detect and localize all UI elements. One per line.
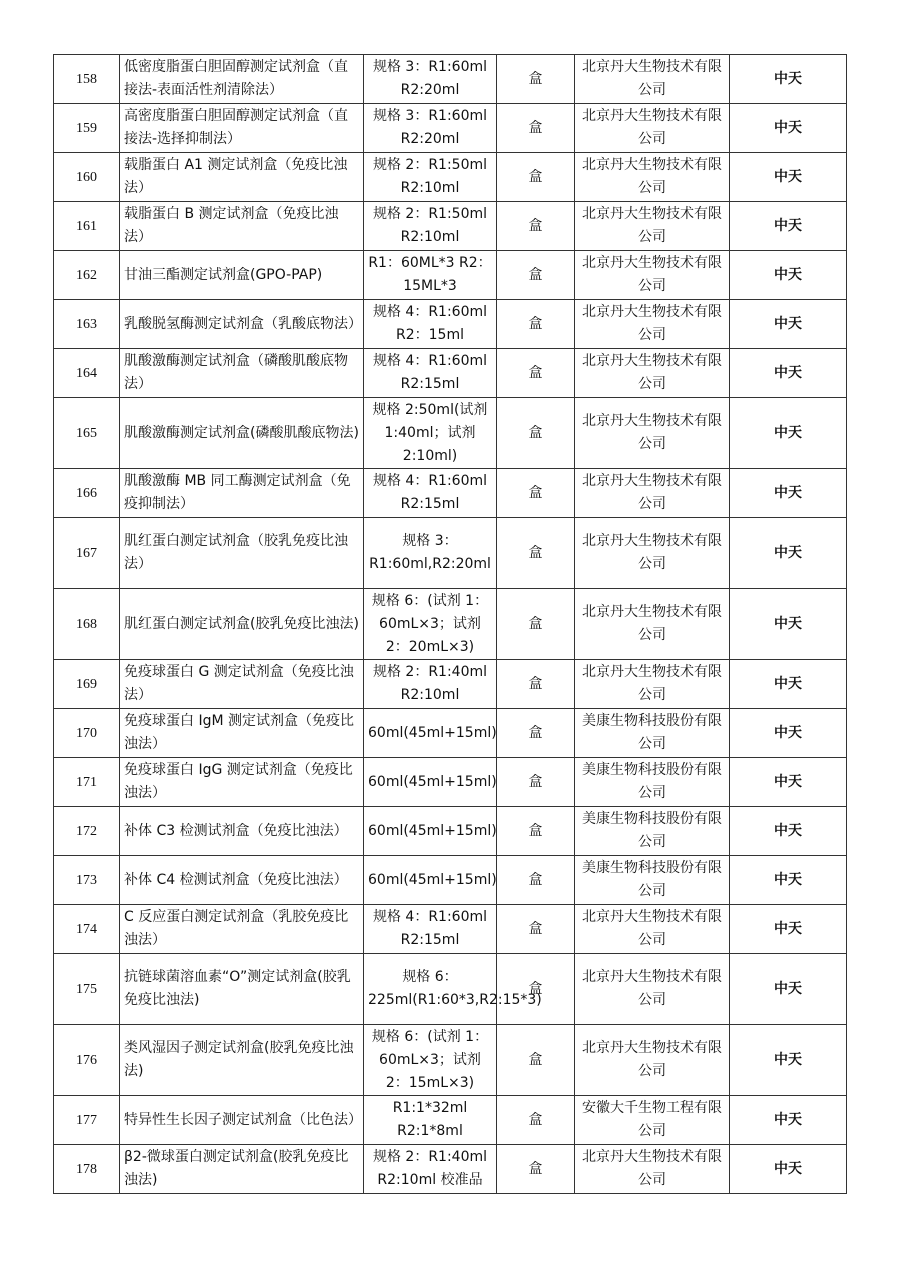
- product-unit-cell: 盒: [497, 202, 575, 251]
- product-name-cell: 免疫球蛋白 G 测定试剂盒（免疫比浊法）: [120, 660, 364, 709]
- product-name-cell: 乳酸脱氢酶测定试剂盒（乳酸底物法）: [120, 300, 364, 349]
- product-spec-cell: R1:1*32ml R2:1*8ml: [364, 1096, 497, 1145]
- distributor-cell: 中天: [730, 954, 847, 1025]
- product-unit-cell: 盒: [497, 55, 575, 104]
- row-number-cell: 167: [54, 518, 120, 589]
- manufacturer-cell: 北京丹大生物技术有限公司: [575, 905, 730, 954]
- product-unit-cell: 盒: [497, 251, 575, 300]
- product-name-cell: 类风湿因子测定试剂盒(胶乳免疫比浊法): [120, 1025, 364, 1096]
- manufacturer-cell: 北京丹大生物技术有限公司: [575, 55, 730, 104]
- product-spec-cell: 规格 6：(试剂 1：60mL×3；试剂 2：20mL×3): [364, 589, 497, 660]
- product-name-cell: 载脂蛋白 B 测定试剂盒（免疫比浊法）: [120, 202, 364, 251]
- manufacturer-cell: 美康生物科技股份有限公司: [575, 709, 730, 758]
- distributor-cell: 中天: [730, 905, 847, 954]
- product-spec-cell: 规格 2:50ml(试剂1:40ml；试剂2:10ml): [364, 398, 497, 469]
- table-row: [54, 1096, 847, 1145]
- table-row: [54, 469, 847, 518]
- distributor-cell: 中天: [730, 660, 847, 709]
- row-number-cell: 162: [54, 251, 120, 300]
- manufacturer-cell: 美康生物科技股份有限公司: [575, 807, 730, 856]
- table-body: [54, 55, 847, 1194]
- manufacturer-cell: 北京丹大生物技术有限公司: [575, 469, 730, 518]
- manufacturer-cell: 北京丹大生物技术有限公司: [575, 153, 730, 202]
- product-name-cell: 肌酸激酶 MB 同工酶测定试剂盒（免疫抑制法）: [120, 469, 364, 518]
- table-row: [54, 251, 847, 300]
- distributor-cell: 中天: [730, 1145, 847, 1194]
- manufacturer-cell: 北京丹大生物技术有限公司: [575, 398, 730, 469]
- row-number-cell: 174: [54, 905, 120, 954]
- table-row: [54, 905, 847, 954]
- product-spec-cell: 规格 4：R1:60ml R2:15ml: [364, 469, 497, 518]
- distributor-cell: 中天: [730, 55, 847, 104]
- product-unit-cell: 盒: [497, 660, 575, 709]
- product-unit-cell: 盒: [497, 518, 575, 589]
- product-spec-cell: 60ml(45ml+15ml): [364, 807, 497, 856]
- product-spec-cell: 60ml(45ml+15ml): [364, 856, 497, 905]
- distributor-cell: 中天: [730, 398, 847, 469]
- product-unit-cell: 盒: [497, 1096, 575, 1145]
- table-row: [54, 1145, 847, 1194]
- product-unit-cell: 盒: [497, 349, 575, 398]
- product-unit-cell: 盒: [497, 758, 575, 807]
- manufacturer-cell: 安徽大千生物工程有限公司: [575, 1096, 730, 1145]
- product-name-cell: 高密度脂蛋白胆固醇测定试剂盒（直接法-选择抑制法）: [120, 104, 364, 153]
- product-spec-cell: 规格 3：R1:60ml R2:20ml: [364, 104, 497, 153]
- row-number-cell: 173: [54, 856, 120, 905]
- row-number-cell: 176: [54, 1025, 120, 1096]
- product-unit-cell: 盒: [497, 469, 575, 518]
- manufacturer-cell: 北京丹大生物技术有限公司: [575, 954, 730, 1025]
- product-unit-cell: 盒: [497, 104, 575, 153]
- manufacturer-cell: 北京丹大生物技术有限公司: [575, 518, 730, 589]
- product-name-cell: 免疫球蛋白 IgG 测定试剂盒（免疫比浊法）: [120, 758, 364, 807]
- table-row: [54, 55, 847, 104]
- table-row: [54, 104, 847, 153]
- product-unit-cell: 盒: [497, 589, 575, 660]
- distributor-cell: 中天: [730, 202, 847, 251]
- manufacturer-cell: 北京丹大生物技术有限公司: [575, 300, 730, 349]
- manufacturer-cell: 北京丹大生物技术有限公司: [575, 589, 730, 660]
- row-number-cell: 159: [54, 104, 120, 153]
- table-row: [54, 807, 847, 856]
- row-number-cell: 164: [54, 349, 120, 398]
- product-name-cell: 特异性生长因子测定试剂盒（比色法）: [120, 1096, 364, 1145]
- product-table: [53, 54, 847, 1194]
- row-number-cell: 166: [54, 469, 120, 518]
- product-unit-cell: 盒: [497, 709, 575, 758]
- product-spec-cell: R1：60ML*3 R2：15ML*3: [364, 251, 497, 300]
- table-row: [54, 589, 847, 660]
- table-row: [54, 398, 847, 469]
- product-unit-cell: 盒: [497, 954, 575, 1025]
- product-name-cell: 肌酸激酶测定试剂盒(磷酸肌酸底物法): [120, 398, 364, 469]
- row-number-cell: 165: [54, 398, 120, 469]
- product-name-cell: C 反应蛋白测定试剂盒（乳胶免疫比浊法）: [120, 905, 364, 954]
- product-unit-cell: 盒: [497, 905, 575, 954]
- product-unit-cell: 盒: [497, 300, 575, 349]
- table-row: [54, 153, 847, 202]
- manufacturer-cell: 北京丹大生物技术有限公司: [575, 1145, 730, 1194]
- distributor-cell: 中天: [730, 104, 847, 153]
- row-number-cell: 168: [54, 589, 120, 660]
- row-number-cell: 175: [54, 954, 120, 1025]
- row-number-cell: 163: [54, 300, 120, 349]
- distributor-cell: 中天: [730, 349, 847, 398]
- table-row: [54, 709, 847, 758]
- distributor-cell: 中天: [730, 251, 847, 300]
- product-spec-cell: 规格 4：R1:60ml R2:15ml: [364, 349, 497, 398]
- table-row: [54, 349, 847, 398]
- manufacturer-cell: 北京丹大生物技术有限公司: [575, 251, 730, 300]
- row-number-cell: 169: [54, 660, 120, 709]
- distributor-cell: 中天: [730, 589, 847, 660]
- product-spec-cell: 规格 3：R1:60ml,R2:20ml: [364, 518, 497, 589]
- product-spec-cell: 规格 3：R1:60ml R2:20ml: [364, 55, 497, 104]
- table-row: [54, 758, 847, 807]
- distributor-cell: 中天: [730, 1096, 847, 1145]
- manufacturer-cell: 美康生物科技股份有限公司: [575, 856, 730, 905]
- manufacturer-cell: 北京丹大生物技术有限公司: [575, 349, 730, 398]
- distributor-cell: 中天: [730, 153, 847, 202]
- table-row: [54, 660, 847, 709]
- table-row: [54, 202, 847, 251]
- product-spec-cell: 规格 2：R1:50ml R2:10ml: [364, 202, 497, 251]
- product-spec-cell: 60ml(45ml+15ml): [364, 758, 497, 807]
- distributor-cell: 中天: [730, 300, 847, 349]
- product-name-cell: 补体 C4 检测试剂盒（免疫比浊法）: [120, 856, 364, 905]
- distributor-cell: 中天: [730, 1025, 847, 1096]
- product-spec-cell: 规格 4：R1:60ml R2:15ml: [364, 905, 497, 954]
- manufacturer-cell: 北京丹大生物技术有限公司: [575, 660, 730, 709]
- product-name-cell: 补体 C3 检测试剂盒（免疫比浊法）: [120, 807, 364, 856]
- row-number-cell: 158: [54, 55, 120, 104]
- product-spec-cell: 60ml(45ml+15ml): [364, 709, 497, 758]
- distributor-cell: 中天: [730, 758, 847, 807]
- table-row: [54, 518, 847, 589]
- product-unit-cell: 盒: [497, 1145, 575, 1194]
- table-row: [54, 1025, 847, 1096]
- product-name-cell: β2-微球蛋白测定试剂盒(胶乳免疫比浊法): [120, 1145, 364, 1194]
- manufacturer-cell: 北京丹大生物技术有限公司: [575, 202, 730, 251]
- table-row: [54, 856, 847, 905]
- distributor-cell: 中天: [730, 709, 847, 758]
- table-row: [54, 300, 847, 349]
- product-unit-cell: 盒: [497, 398, 575, 469]
- row-number-cell: 178: [54, 1145, 120, 1194]
- product-name-cell: 免疫球蛋白 IgM 测定试剂盒（免疫比浊法）: [120, 709, 364, 758]
- product-unit-cell: 盒: [497, 1025, 575, 1096]
- product-spec-cell: 规格 6：(试剂 1：60mL×3；试剂 2：15mL×3): [364, 1025, 497, 1096]
- row-number-cell: 161: [54, 202, 120, 251]
- distributor-cell: 中天: [730, 856, 847, 905]
- product-spec-cell: 规格 2：R1:40ml R2:10ml 校准品: [364, 1145, 497, 1194]
- product-spec-cell: 规格 4：R1:60ml R2：15ml: [364, 300, 497, 349]
- product-unit-cell: 盒: [497, 153, 575, 202]
- row-number-cell: 171: [54, 758, 120, 807]
- row-number-cell: 160: [54, 153, 120, 202]
- product-unit-cell: 盒: [497, 807, 575, 856]
- row-number-cell: 172: [54, 807, 120, 856]
- product-name-cell: 肌红蛋白测定试剂盒（胶乳免疫比浊法）: [120, 518, 364, 589]
- product-name-cell: 抗链球菌溶血素“O”测定试剂盒(胶乳免疫比浊法): [120, 954, 364, 1025]
- distributor-cell: 中天: [730, 469, 847, 518]
- product-name-cell: 肌酸激酶测定试剂盒（磷酸肌酸底物法）: [120, 349, 364, 398]
- product-unit-cell: 盒: [497, 856, 575, 905]
- product-spec-cell: 规格 6：225ml(R1:60*3,R2:15*3): [364, 954, 497, 1025]
- distributor-cell: 中天: [730, 518, 847, 589]
- row-number-cell: 177: [54, 1096, 120, 1145]
- manufacturer-cell: 北京丹大生物技术有限公司: [575, 104, 730, 153]
- manufacturer-cell: 美康生物科技股份有限公司: [575, 758, 730, 807]
- product-spec-cell: 规格 2：R1:40ml R2:10ml: [364, 660, 497, 709]
- product-name-cell: 低密度脂蛋白胆固醇测定试剂盒（直接法-表面活性剂清除法）: [120, 55, 364, 104]
- distributor-cell: 中天: [730, 807, 847, 856]
- table-row: [54, 954, 847, 1025]
- product-name-cell: 肌红蛋白测定试剂盒(胶乳免疫比浊法): [120, 589, 364, 660]
- product-name-cell: 甘油三酯测定试剂盒(GPO-PAP): [120, 251, 364, 300]
- manufacturer-cell: 北京丹大生物技术有限公司: [575, 1025, 730, 1096]
- product-name-cell: 载脂蛋白 A1 测定试剂盒（免疫比浊法）: [120, 153, 364, 202]
- product-spec-cell: 规格 2：R1:50ml R2:10ml: [364, 153, 497, 202]
- row-number-cell: 170: [54, 709, 120, 758]
